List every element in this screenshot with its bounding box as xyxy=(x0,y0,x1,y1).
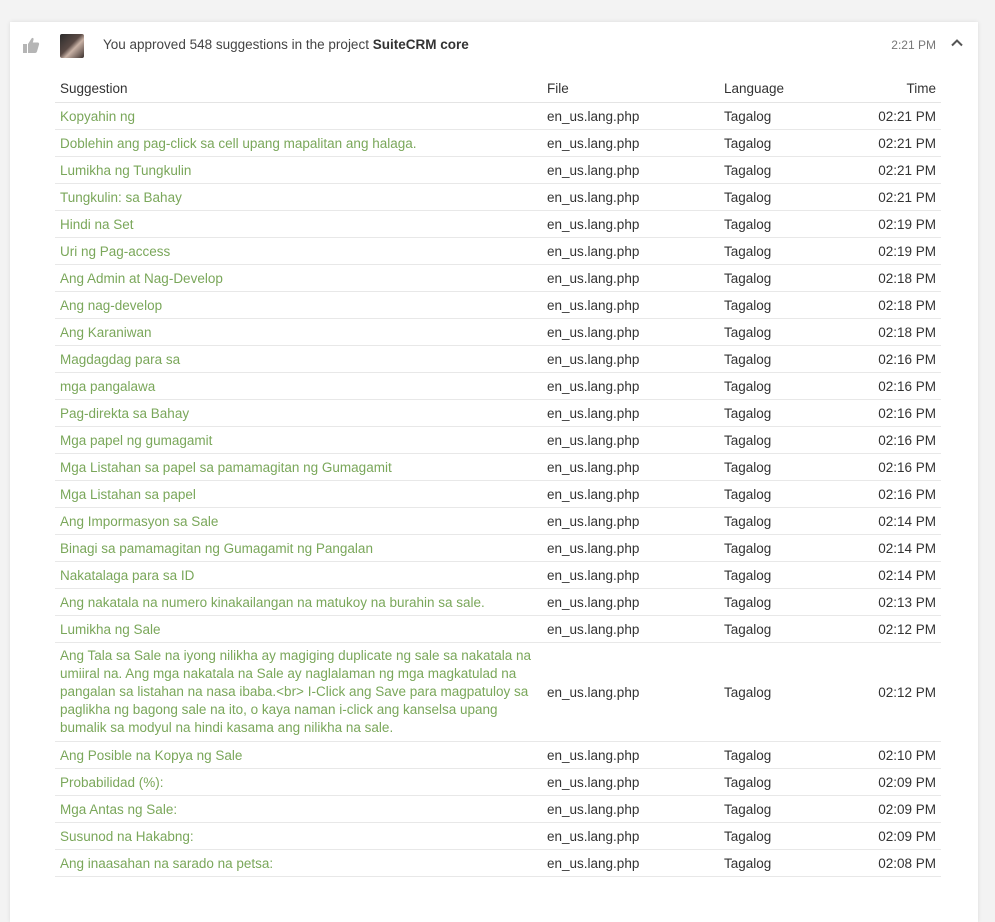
language-cell: Tagalog xyxy=(719,535,869,562)
file-cell: en_us.lang.php xyxy=(542,562,719,589)
language-cell: Tagalog xyxy=(719,769,869,796)
time-cell: 02:14 PM xyxy=(869,508,941,535)
time-cell: 02:13 PM xyxy=(869,589,941,616)
suggestion-link[interactable]: Mga Antas ng Sale: xyxy=(55,796,542,823)
time-cell: 02:14 PM xyxy=(869,535,941,562)
file-cell: en_us.lang.php xyxy=(542,319,719,346)
time-cell: 02:09 PM xyxy=(869,769,941,796)
table-row xyxy=(55,454,941,481)
time-cell: 02:18 PM xyxy=(869,265,941,292)
table-row xyxy=(55,850,941,877)
table-row xyxy=(55,427,941,454)
time-cell: 02:16 PM xyxy=(869,481,941,508)
file-cell: en_us.lang.php xyxy=(542,643,719,742)
time-cell: 02:21 PM xyxy=(869,103,941,130)
language-cell: Tagalog xyxy=(719,454,869,481)
file-cell: en_us.lang.php xyxy=(542,103,719,130)
language-cell: Tagalog xyxy=(719,742,869,769)
language-cell: Tagalog xyxy=(719,400,869,427)
suggestion-link[interactable]: Mga Listahan sa papel sa pamamagitan ng Gumagamit xyxy=(55,454,542,481)
suggestion-link[interactable]: Doblehin ang pag-click sa cell upang mapalitan ang halaga. xyxy=(55,130,542,157)
suggestion-link[interactable]: Hindi na Set xyxy=(55,211,542,238)
column-header-language: Language xyxy=(719,76,869,103)
activity-time: 2:21 PM xyxy=(891,38,936,52)
avatar[interactable] xyxy=(60,34,84,58)
time-cell: 02:18 PM xyxy=(869,292,941,319)
table-row xyxy=(55,292,941,319)
language-cell: Tagalog xyxy=(719,130,869,157)
activity-header xyxy=(10,22,978,68)
language-cell: Tagalog xyxy=(719,508,869,535)
file-cell: en_us.lang.php xyxy=(542,346,719,373)
suggestion-link[interactable]: Probabilidad (%): xyxy=(55,769,542,796)
activity-prefix: You approved 548 suggestions in the project xyxy=(103,37,369,52)
language-cell: Tagalog xyxy=(719,265,869,292)
suggestion-link[interactable]: Susunod na Hakabng: xyxy=(55,823,542,850)
table-row xyxy=(55,103,941,130)
suggestion-link[interactable]: Uri ng Pag-access xyxy=(55,238,542,265)
column-header-time: Time xyxy=(869,76,941,103)
language-cell: Tagalog xyxy=(719,184,869,211)
time-cell: 02:08 PM xyxy=(869,850,941,877)
suggestion-link[interactable]: Magdagdag para sa xyxy=(55,346,542,373)
suggestion-link[interactable]: Mga papel ng gumagamit xyxy=(55,427,542,454)
suggestion-link[interactable]: Mga Listahan sa papel xyxy=(55,481,542,508)
file-cell: en_us.lang.php xyxy=(542,508,719,535)
table-body xyxy=(55,103,941,877)
language-cell: Tagalog xyxy=(719,481,869,508)
time-cell: 02:09 PM xyxy=(869,796,941,823)
file-cell: en_us.lang.php xyxy=(542,265,719,292)
table-row xyxy=(55,130,941,157)
file-cell: en_us.lang.php xyxy=(542,616,719,643)
file-cell: en_us.lang.php xyxy=(542,157,719,184)
file-cell: en_us.lang.php xyxy=(542,454,719,481)
suggestion-link[interactable]: Lumikha ng Tungkulin xyxy=(55,157,542,184)
language-cell: Tagalog xyxy=(719,346,869,373)
language-cell: Tagalog xyxy=(719,238,869,265)
table-row xyxy=(55,400,941,427)
time-cell: 02:18 PM xyxy=(869,319,941,346)
time-cell: 02:10 PM xyxy=(869,742,941,769)
table-row xyxy=(55,211,941,238)
table-row xyxy=(55,796,941,823)
time-cell: 02:19 PM xyxy=(869,211,941,238)
file-cell: en_us.lang.php xyxy=(542,742,719,769)
language-cell: Tagalog xyxy=(719,589,869,616)
table-row xyxy=(55,742,941,769)
table-row xyxy=(55,373,941,400)
file-cell: en_us.lang.php xyxy=(542,535,719,562)
language-cell: Tagalog xyxy=(719,643,869,742)
file-cell: en_us.lang.php xyxy=(542,184,719,211)
table-row xyxy=(55,535,941,562)
time-cell: 02:14 PM xyxy=(869,562,941,589)
project-link[interactable]: SuiteCRM core xyxy=(372,37,469,52)
language-cell: Tagalog xyxy=(719,562,869,589)
suggestion-link[interactable]: Tungkulin: sa Bahay xyxy=(55,184,542,211)
time-cell: 02:21 PM xyxy=(869,130,941,157)
table-row xyxy=(55,157,941,184)
suggestion-link[interactable]: Ang Impormasyon sa Sale xyxy=(55,508,542,535)
language-cell: Tagalog xyxy=(719,373,869,400)
language-cell: Tagalog xyxy=(719,103,869,130)
suggestion-link[interactable]: Ang Karaniwan xyxy=(55,319,542,346)
table-row xyxy=(55,769,941,796)
language-cell: Tagalog xyxy=(719,850,869,877)
suggestion-link[interactable]: mga pangalawa xyxy=(55,373,542,400)
table-row xyxy=(55,589,941,616)
file-cell: en_us.lang.php xyxy=(542,589,719,616)
file-cell: en_us.lang.php xyxy=(542,292,719,319)
suggestions-table xyxy=(55,76,941,877)
table-row xyxy=(55,643,941,742)
table-row xyxy=(55,265,941,292)
table-row xyxy=(55,319,941,346)
table-row xyxy=(55,508,941,535)
file-cell: en_us.lang.php xyxy=(542,400,719,427)
file-cell: en_us.lang.php xyxy=(542,373,719,400)
suggestion-link[interactable]: Ang Admin at Nag-Develop xyxy=(55,265,542,292)
language-cell: Tagalog xyxy=(719,292,869,319)
suggestion-link[interactable]: Ang Tala sa Sale na iyong nilikha ay magiging duplicate ng sale sa nakatala na umiiral na. Ang mga nakatala na Sale ay naglalaman ng mga magkatulad na pangalan sa listahan na nasa ibaba.<br> I-Click ang Save para magpatuloy sa paglikha ng bagong sale na ito, o kaya naman i-click ang kanselsa upang bumalik sa modyul na hindi kasama ang nilikha na sale. xyxy=(55,643,542,742)
file-cell: en_us.lang.php xyxy=(542,427,719,454)
language-cell: Tagalog xyxy=(719,427,869,454)
chevron-up-icon[interactable] xyxy=(950,36,964,50)
time-cell: 02:09 PM xyxy=(869,823,941,850)
suggestion-link[interactable]: Ang nakatala na numero kinakailangan na matukoy na burahin sa sale. xyxy=(55,589,542,616)
suggestion-link[interactable]: Ang inaasahan na sarado na petsa: xyxy=(55,850,542,877)
table-row xyxy=(55,184,941,211)
time-cell: 02:16 PM xyxy=(869,454,941,481)
file-cell: en_us.lang.php xyxy=(542,130,719,157)
suggestion-link[interactable]: Kopyahin ng xyxy=(55,103,542,130)
time-cell: 02:12 PM xyxy=(869,616,941,643)
time-cell: 02:21 PM xyxy=(869,184,941,211)
language-cell: Tagalog xyxy=(719,319,869,346)
file-cell: en_us.lang.php xyxy=(542,238,719,265)
time-cell: 02:16 PM xyxy=(869,427,941,454)
language-cell: Tagalog xyxy=(719,157,869,184)
time-cell: 02:12 PM xyxy=(869,643,941,742)
suggestion-link[interactable]: Ang nag-develop xyxy=(55,292,542,319)
time-cell: 02:16 PM xyxy=(869,373,941,400)
activity-card xyxy=(10,22,978,922)
table-header-row xyxy=(55,76,941,103)
time-cell: 02:16 PM xyxy=(869,400,941,427)
time-cell: 02:21 PM xyxy=(869,157,941,184)
table-row xyxy=(55,481,941,508)
thumbs-up-icon xyxy=(22,36,40,54)
file-cell: en_us.lang.php xyxy=(542,769,719,796)
file-cell: en_us.lang.php xyxy=(542,211,719,238)
file-cell: en_us.lang.php xyxy=(542,850,719,877)
suggestion-link[interactable]: Lumikha ng Sale xyxy=(55,616,542,643)
table-row xyxy=(55,823,941,850)
column-header-suggestion: Suggestion xyxy=(55,76,542,103)
suggestion-link[interactable]: Pag-direkta sa Bahay xyxy=(55,400,542,427)
time-cell: 02:16 PM xyxy=(869,346,941,373)
table-row xyxy=(55,562,941,589)
time-cell: 02:19 PM xyxy=(869,238,941,265)
file-cell: en_us.lang.php xyxy=(542,481,719,508)
suggestion-link[interactable]: Ang Posible na Kopya ng Sale xyxy=(55,742,542,769)
language-cell: Tagalog xyxy=(719,823,869,850)
suggestion-link[interactable]: Nakatalaga para sa ID xyxy=(55,562,542,589)
language-cell: Tagalog xyxy=(719,211,869,238)
table-row xyxy=(55,616,941,643)
language-cell: Tagalog xyxy=(719,616,869,643)
activity-summary xyxy=(103,37,469,52)
language-cell: Tagalog xyxy=(719,796,869,823)
table-row xyxy=(55,346,941,373)
file-cell: en_us.lang.php xyxy=(542,823,719,850)
table-row xyxy=(55,238,941,265)
column-header-file: File xyxy=(542,76,719,103)
suggestion-link[interactable]: Binagi sa pamamagitan ng Gumagamit ng Pangalan xyxy=(55,535,542,562)
file-cell: en_us.lang.php xyxy=(542,796,719,823)
